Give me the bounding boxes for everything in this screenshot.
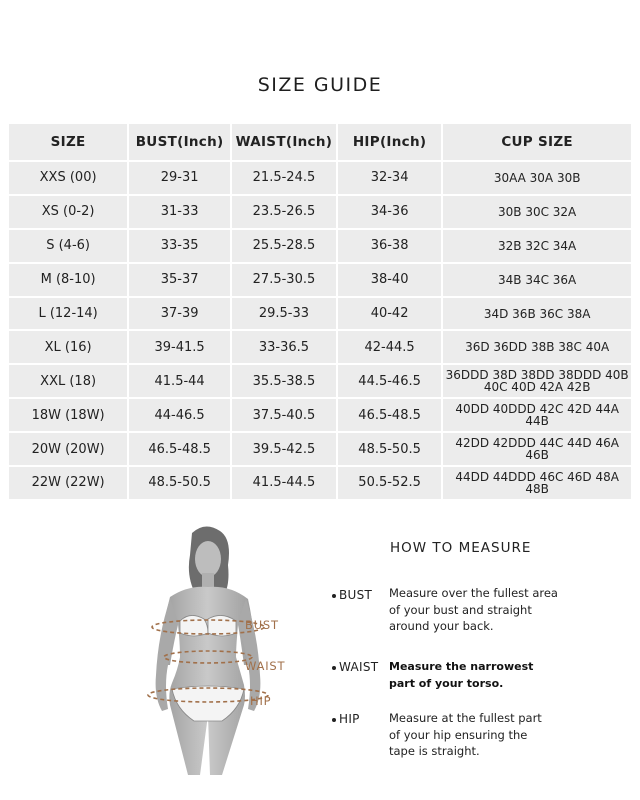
cell-waist: 37.5-40.5 [232,399,336,431]
cell-hip: 34-36 [338,196,441,228]
bust-instruction-line: of your bust and straight [389,602,532,617]
cell-cup: 36DDD 38D 38DD 38DDD 40B 40C 40D 42A 42B [443,365,631,397]
cell-cup: 40DD 40DDD 42C 42D 44A 44B [443,399,631,431]
cell-hip: 38-40 [338,264,441,296]
bullet-icon [332,666,336,670]
table-row [9,399,631,431]
cell-size: L (12-14) [9,298,127,330]
cell-bust: 33-35 [129,230,230,262]
cell-cup: 34B 34C 36A [443,264,631,296]
cell-cup: 32B 32C 34A [443,230,631,262]
waist-instruction-text [389,659,589,692]
cell-bust: 31-33 [129,196,230,228]
figure-waist-label: WAIST [245,659,286,673]
cell-waist: 25.5-28.5 [232,230,336,262]
cell-waist: 35.5-38.5 [232,365,336,397]
cell-size: 22W (22W) [9,467,127,499]
page-title: SIZE GUIDE [257,74,383,96]
cell-bust: 35-37 [129,264,230,296]
waist-instruction-label [332,660,378,674]
cell-waist: 39.5-42.5 [232,433,336,465]
cell-waist: 33-36.5 [232,331,336,363]
table-row [9,365,631,397]
cell-bust: 29-31 [129,162,230,194]
cell-cup: 36D 36DD 38B 38C 40A [443,331,631,363]
hip-label-text: HIP [339,712,360,726]
cell-size: XXL (18) [9,365,127,397]
header-cup-size: CUP SIZE [443,124,631,160]
cell-hip: 44.5-46.5 [338,365,441,397]
cell-size: S (4-6) [9,230,127,262]
cell-hip: 50.5-52.5 [338,467,441,499]
woman-silhouette-icon [140,525,300,780]
header-size: SIZE [9,124,127,160]
cell-bust: 37-39 [129,298,230,330]
hip-instruction-line: of your hip ensuring the [389,727,528,742]
hip-instruction-label [332,712,360,726]
cell-waist: 23.5-26.5 [232,196,336,228]
bust-instruction-line: Measure over the fullest area [389,586,558,600]
waist-instruction-line: Measure the narrowest [389,660,534,673]
cell-size: XS (0-2) [9,196,127,228]
bust-instruction-label [332,588,372,602]
cell-waist: 21.5-24.5 [232,162,336,194]
cell-size: 18W (18W) [9,399,127,431]
cell-waist: 29.5-33 [232,298,336,330]
cell-bust: 41.5-44 [129,365,230,397]
figure-bust-label: BUST [245,618,279,632]
table-row [9,230,631,262]
bust-instruction-text [389,585,589,635]
figure-hip-label: HIP [250,694,272,708]
table-row [9,331,631,363]
hip-instruction-line: Measure at the fullest part [389,711,542,725]
cell-size: 20W (20W) [9,433,127,465]
cell-waist: 27.5-30.5 [232,264,336,296]
bullet-icon [332,718,336,722]
cell-hip: 40-42 [338,298,441,330]
bust-label-text: BUST [339,588,373,602]
how-to-measure-title: HOW TO MEASURE [390,540,532,556]
cell-size: XXS (00) [9,162,127,194]
bust-instruction-line: around your back. [389,619,494,633]
cell-cup: 34D 36B 36C 38A [443,298,631,330]
table-row [9,467,631,499]
hip-instruction-line: tape is straight. [389,744,480,758]
bullet-icon [332,594,336,598]
hip-instruction-text [389,710,589,760]
cell-bust: 44-46.5 [129,399,230,431]
cell-hip: 32-34 [338,162,441,194]
table-row [9,298,631,330]
table-row [9,196,631,228]
cell-hip: 48.5-50.5 [338,433,441,465]
waist-instruction-line: part of your torso. [389,676,504,690]
cell-size: M (8-10) [9,264,127,296]
table-row [9,433,631,465]
cell-bust: 48.5-50.5 [129,467,230,499]
cell-hip: 46.5-48.5 [338,399,441,431]
table-row [9,264,631,296]
table-header-row [9,124,631,160]
body-measurement-figure [140,525,300,780]
cell-cup: 44DD 44DDD 46C 46D 48A 48B [443,467,631,499]
header-hip: HIP(Inch) [338,124,441,160]
cell-bust: 46.5-48.5 [129,433,230,465]
cell-bust: 39-41.5 [129,331,230,363]
cell-hip: 36-38 [338,230,441,262]
table-row [9,162,631,194]
cell-hip: 42-44.5 [338,331,441,363]
cell-cup: 42DD 42DDD 44C 44D 46A 46B [443,433,631,465]
header-bust: BUST(Inch) [129,124,230,160]
size-chart-table [7,122,633,501]
cell-size: XL (16) [9,331,127,363]
header-waist: WAIST(Inch) [232,124,336,160]
cell-cup: 30AA 30A 30B [443,162,631,194]
waist-label-text: WAIST [339,660,379,674]
cell-waist: 41.5-44.5 [232,467,336,499]
cell-cup: 30B 30C 32A [443,196,631,228]
